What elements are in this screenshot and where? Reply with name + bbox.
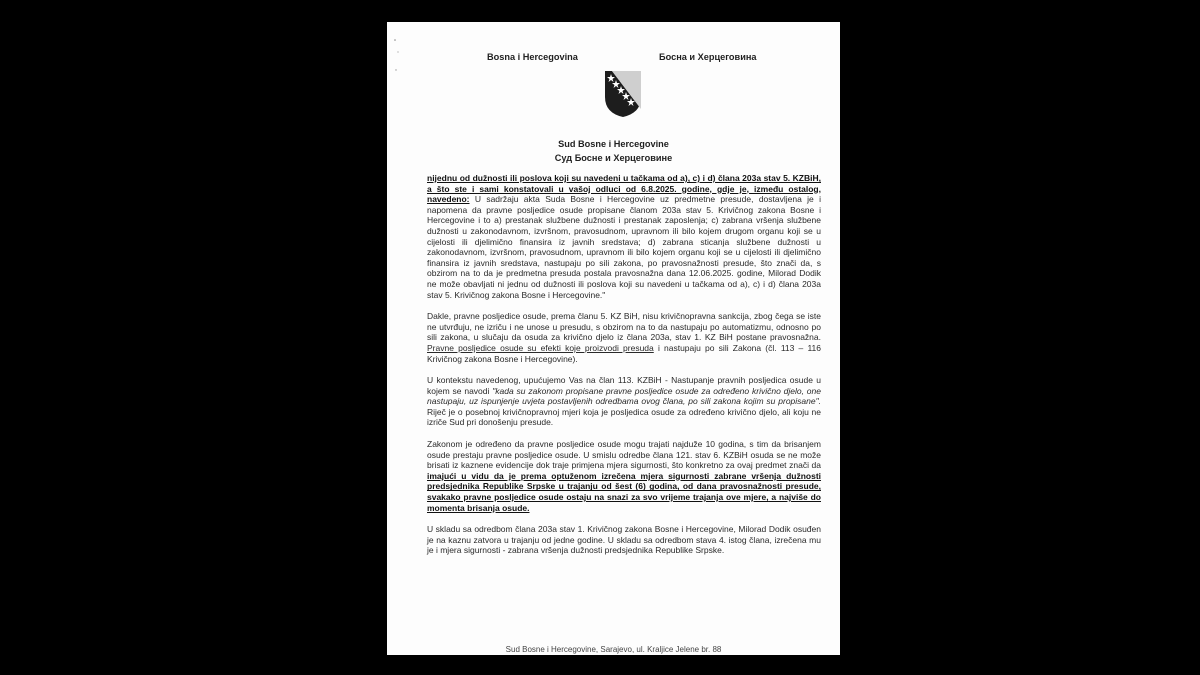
header-right-title: Босна и Херцеговина	[659, 52, 757, 62]
paragraph-2-underlined: Pravne posljedice osude su efekti koje proizvodi presuda	[427, 342, 654, 353]
paragraph-3-quote: "kada su zakonom propisane pravne posljedice osude za određeno krivično djelo, one nastupaju, uz ispunjenje uvjeta postavljenih odredbama ovog člana, po sili zakona kojim su propisane".	[427, 385, 821, 407]
paragraph-1	[427, 173, 821, 300]
paragraph-4-text-a: Zakonom je određeno da pravne posljedice osude mogu trajati najduže 10 godina, s tim da brisanjem osude prestaju pravne posljedice osude. U smislu odredbe člana 121. stav 6. KZBiH osuda se ne može brisati iz kaznene evidencije dok traje primjena mjera sigurnosti, što konkretno za ovaj predmet znači da	[427, 439, 821, 471]
paragraph-5-text: U skladu sa odredbom člana 203a stav 1. Krivičnog zakona Bosne i Hercegovine, Milorad Dodik osuđen je na kaznu zatvora u trajanju od jedne godine. U skladu sa odredbom stava 4. istog člana, izrečena mu je i mjera sigurnosti - zabrana vršenja dužnosti predsjednika Republike Srpske.	[427, 524, 821, 556]
paragraph-4	[427, 439, 821, 513]
document-body	[427, 173, 821, 567]
header-left-title: Bosna i Hercegovina	[487, 52, 578, 62]
paragraph-1-bold: nijednu od dužnosti ili poslova koji su navedeni u tačkama od a), c) i d) člana 203a stav 5. KZBiH, a što ste i sami konstatovali u vašoj odluci od 6.8.2025. godine, gdje je, između ostalog, navedeno:	[427, 173, 821, 205]
paragraph-3-text-b: Riječ je o posebnoj krivičnopravnoj mjeri koja je posljedica osude za određeno krivično djelo, ali koju ne izriče Sud pri donošenju presude.	[427, 406, 821, 428]
paragraph-4-text-c: a najviše do momenta brisanja osude.	[427, 492, 821, 513]
court-name-latin: Sud Bosne i Hercegovine	[558, 139, 669, 149]
scan-marks	[392, 32, 402, 92]
court-name-cyrillic: Суд Босне и Херцеговине	[554, 153, 673, 163]
paragraph-5	[427, 524, 821, 556]
paragraph-3-text-a: U kontekstu navedenog, upućujemo Vas na član 113. KZBiH - Nastupanje pravnih posljedica osude u kojem se navodi	[427, 375, 821, 396]
paragraph-2-text-a: Dakle, pravne posljedice osude, prema članu 5. KZ BiH, nisu krivičnopravna sankcija, zbog čega se iste ne utvrđuju, ne izriču i ne unose u presudu, s obzirom na to da nastupaju po automatizmu, odnosno po sili zakona, u slučaju da osuda za krivično djelo iz člana 203a, stav 1. KZ BiH postane pravosnažna.	[427, 311, 821, 343]
paragraph-2-text-b: i nastupaju po sili Zakona (čl. 113 – 116 Krivičnog zakona Bosne i Hercegovine).	[427, 342, 822, 364]
paragraph-3	[427, 375, 821, 428]
paragraph-2	[427, 311, 821, 364]
coat-of-arms-icon	[603, 69, 643, 119]
paragraph-4-bold-a: imajući u vidu da je prema optuženom izrečena mjera sigurnosti	[427, 470, 710, 481]
paragraph-1-text: U sadržaju akta Suda Bosne i Hercegovine uz predmetne presude, dostavljena je i napomena da pravne posljedice osude propisane članom 203a stav 5. Krivičnog zakona Bosne i Hercegovine i to a) prestanak službene dužnosti i prestanak zaposlenja; c) zabrana vršenja službene dužnosti u zakonodavnom, izvršnom, pravosudnom, upravnom ili bilo kojem drugom organu koji se u cijelosti ili djelimično finansira iz javnih sredstava; d) zabrana sticanja službene dužnosti u zakonodavnom, izvršnom, pravosudnom, upravnom ili bilo kojem organu koji se u cijelosti ili djelimično finansira iz javnih sredstava, nastupaju po sili zakona, po pravosnažnosti presude, što znači da, s obzirom na to da je predmetna presuda postala pravosnažna dana 12.06.2025. godine, Milorad Dodik ne može obavljati ni jednu od dužnosti ili poslova koji su navedeni u tačkama od a), c) i d) člana 203a stav 5. Krivičnog zakona Bosne i Hercegovine."	[427, 194, 821, 300]
paragraph-4-bold-b: mjere,	[743, 492, 769, 503]
paragraph-4-text-b: zabrane vršenja dužnosti predsjednika Republike Srpske u trajanju od šest (6) godina, od dana pravosnažnosti presude, svakako pravne posljedice osude ostaju na snazi za svo vrijeme trajanja ove	[427, 470, 822, 503]
court-name	[387, 137, 840, 165]
page-footer: Sud Bosne i Hercegovine, Sarajevo, ul. Kraljice Jelene br. 88	[505, 645, 722, 654]
document-page	[387, 22, 840, 655]
